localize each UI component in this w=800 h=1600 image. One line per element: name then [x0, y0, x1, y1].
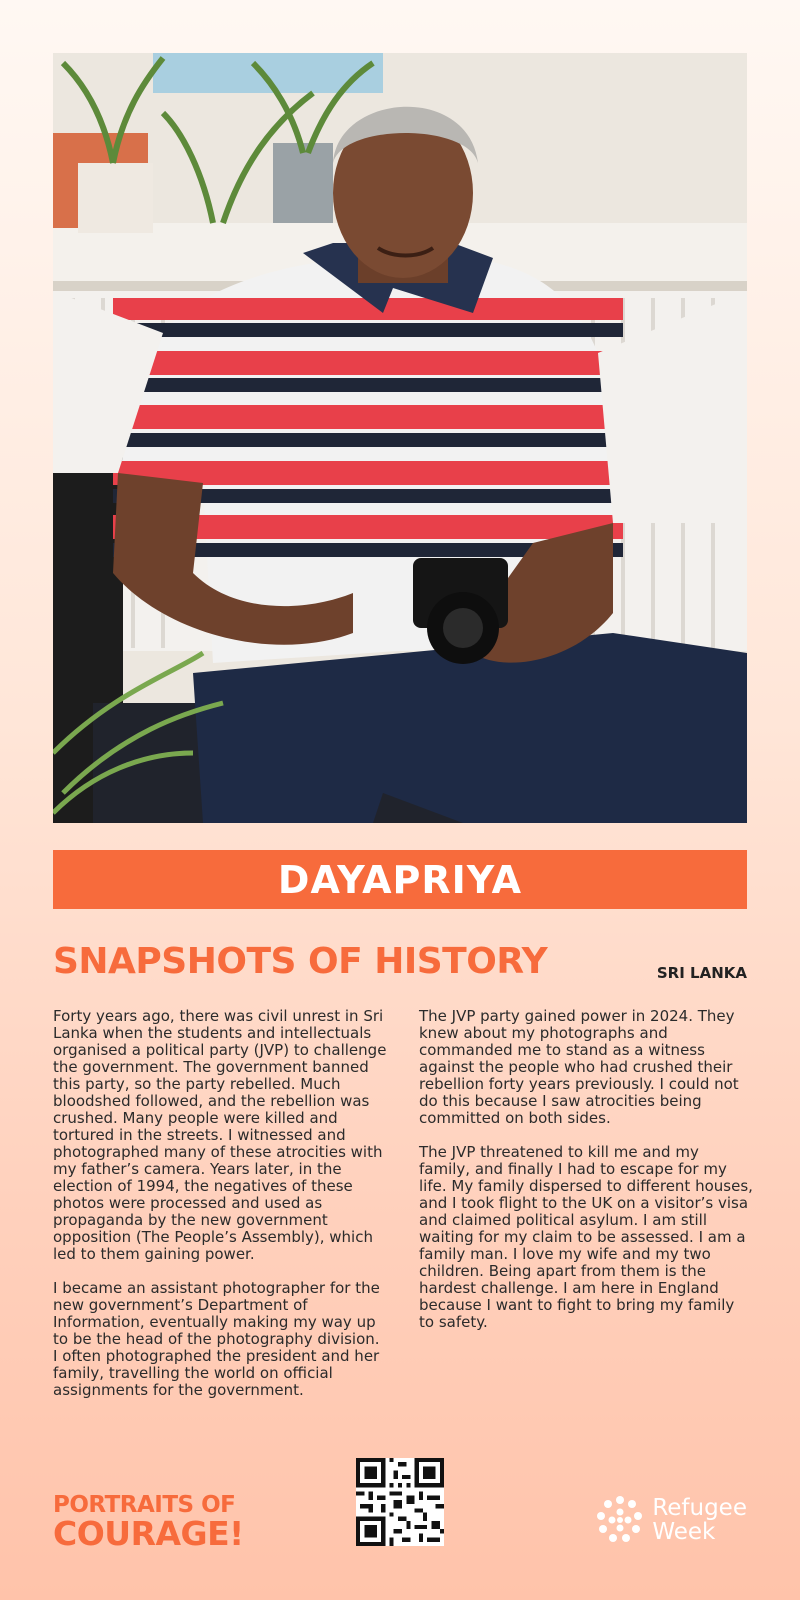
country-label: SRI LANKA — [656, 964, 747, 982]
name-banner — [53, 850, 747, 909]
portrait-photo — [53, 53, 747, 823]
qr-code-graphic — [356, 1458, 444, 1546]
story-paragraph: Forty years ago, there was civil unrest in Sri Lanka when the students and intellectuals organised a political party (JVP) to challenge the government. The government banned this party, so the party rebelled. Much bloodshed followed, and the rebellion was crushed. Many people were killed and tortured in the streets. I witnessed and photographed many of these atrocities with my father’s camera. Years later, in the election of 1994, the negatives of these photos were processed and used as propaganda by the new government opposition (The People’s Assembly), which led to them gaining power. — [53, 1007, 387, 1263]
story-paragraph: The JVP threatened to kill me and my family, and finally I had to escape for my life. My family dispersed to different houses, and I took flight to the UK on a visitor’s visa and claimed political asylum. I am still waiting for my claim to be assessed. I am a family man. I love my wife and my two children. Being apart from them is the hardest challenge. I am here in England because I want to fight to bring my family to safety. — [419, 1143, 753, 1331]
story-title: SNAPSHOTS OF HISTORY — [53, 941, 548, 982]
story-column-left — [53, 1008, 388, 1416]
campaign-line-1: PORTRAITS OF — [53, 1492, 236, 1518]
story-paragraph: The JVP party gained power in 2024. They knew about my photographs and commanded me to stand as a witness against the people who had crushed their rebellion forty years previously. I could not do this because I saw atrocities being committed on both sides. — [419, 1007, 739, 1127]
brand-line-1: Refugee — [652, 1495, 747, 1521]
story-paragraph: I became an assistant photographer for the new government’s Department of Information, eventually making my way up to be the head of the photography division. I often photographed the president and her family, travelling the world on official assignments for the government. — [53, 1279, 380, 1399]
portrait-illustration — [53, 53, 747, 823]
refugee-week-logo — [594, 1494, 747, 1546]
brand-line-2: Week — [652, 1519, 716, 1545]
refugee-week-logo-icon — [594, 1494, 646, 1546]
campaign-line-2: COURAGE! — [53, 1514, 244, 1553]
portraits-of-courage-logo — [53, 1492, 244, 1553]
refugee-week-text — [652, 1496, 747, 1544]
qr-code-icon[interactable] — [356, 1458, 444, 1546]
story-column-right — [419, 1008, 754, 1348]
person-name: DAYAPRIYA — [277, 857, 523, 902]
